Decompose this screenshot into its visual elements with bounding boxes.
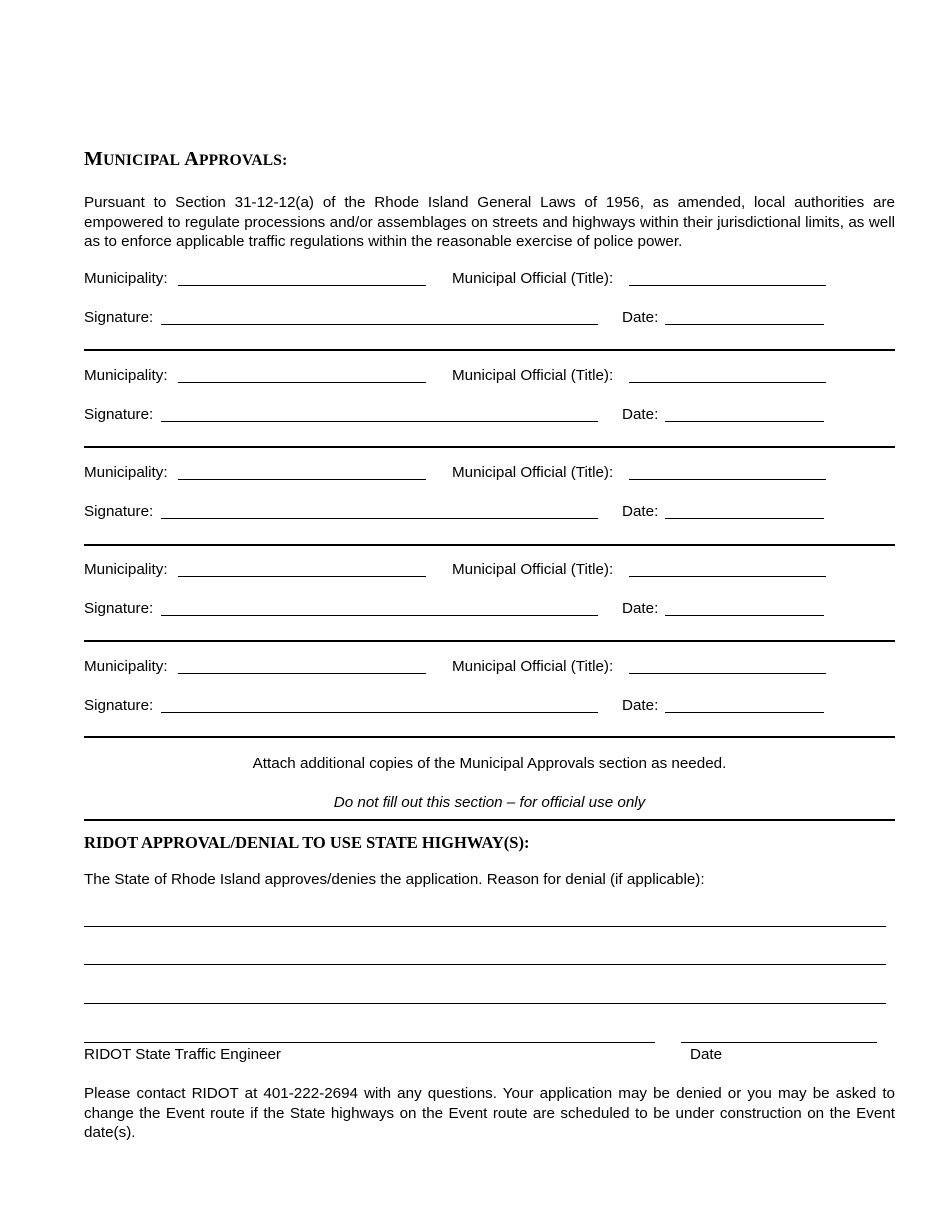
date-field[interactable] xyxy=(665,518,824,519)
engineer-date-label: Date xyxy=(690,1046,723,1063)
official-field[interactable] xyxy=(629,576,826,577)
section-divider xyxy=(84,640,895,642)
denial-reason-line[interactable] xyxy=(84,964,886,965)
municipality-label: Municipality: xyxy=(84,464,168,481)
municipality-field[interactable] xyxy=(178,673,426,674)
signature-field[interactable] xyxy=(161,421,598,422)
engineer-signature-line[interactable] xyxy=(84,1042,655,1043)
signature-row xyxy=(84,697,895,717)
date-label: Date: xyxy=(622,600,659,617)
section-divider xyxy=(84,819,895,821)
municipality-field[interactable] xyxy=(178,479,426,480)
signature-field[interactable] xyxy=(161,712,598,713)
municipality-row xyxy=(84,658,895,678)
date-label: Date: xyxy=(622,406,659,423)
signature-row xyxy=(84,503,895,523)
municipality-row xyxy=(84,464,895,484)
contact-note: Please contact RIDOT at 401-222-2694 with any questions. Your application may be denied or you may be asked to change the Event route if the State highways on the Event route are scheduled to be under construction on the Event date(s). xyxy=(84,1085,895,1141)
signature-label: Signature: xyxy=(84,309,154,326)
date-field[interactable] xyxy=(665,712,824,713)
official-field[interactable] xyxy=(629,479,826,480)
municipality-field[interactable] xyxy=(178,382,426,383)
intro-paragraph: Pursuant to Section 31-12-12(a) of the Rhode Island General Laws of 1956, as amended, local authorities are empowered to regulate processions and/or assemblages on streets and highways within their jurisdictional limits, as well as to enforce applicable traffic regulations within the reasonable exercise of police power. xyxy=(84,194,895,250)
ridot-statement: The State of Rhode Island approves/denies the application. Reason for denial (if applicable): xyxy=(84,871,705,888)
date-label: Date: xyxy=(622,309,659,326)
municipality-row xyxy=(84,270,895,290)
signature-label: Signature: xyxy=(84,503,154,520)
official-label: Municipal Official (Title): xyxy=(452,464,614,481)
date-field[interactable] xyxy=(665,421,824,422)
section-divider xyxy=(84,446,895,448)
official-field[interactable] xyxy=(629,382,826,383)
official-label: Municipal Official (Title): xyxy=(452,270,614,287)
municipality-label: Municipality: xyxy=(84,658,168,675)
denial-reason-line[interactable] xyxy=(84,1003,886,1004)
official-use-note: Do not fill out this section – for official use only xyxy=(333,794,646,811)
municipality-field[interactable] xyxy=(178,285,426,286)
official-label: Municipal Official (Title): xyxy=(452,367,614,384)
municipality-label: Municipality: xyxy=(84,270,168,287)
date-label: Date: xyxy=(622,503,659,520)
municipality-label: Municipality: xyxy=(84,561,168,578)
official-label: Municipal Official (Title): xyxy=(452,658,614,675)
signature-row xyxy=(84,406,895,426)
municipality-label: Municipality: xyxy=(84,367,168,384)
section-divider xyxy=(84,544,895,546)
official-field[interactable] xyxy=(629,285,826,286)
date-label: Date: xyxy=(622,697,659,714)
engineer-date-line[interactable] xyxy=(681,1042,877,1043)
signature-field[interactable] xyxy=(161,615,598,616)
signature-label: Signature: xyxy=(84,406,154,423)
attach-note: Attach additional copies of the Municipal Approvals section as needed. xyxy=(252,755,727,772)
date-field[interactable] xyxy=(665,324,824,325)
signature-field[interactable] xyxy=(161,324,598,325)
municipality-row xyxy=(84,561,895,581)
municipality-row xyxy=(84,367,895,387)
signature-label: Signature: xyxy=(84,600,154,617)
signature-row xyxy=(84,600,895,620)
date-field[interactable] xyxy=(665,615,824,616)
section-divider xyxy=(84,736,895,738)
municipality-field[interactable] xyxy=(178,576,426,577)
engineer-label: RIDOT State Traffic Engineer xyxy=(84,1046,281,1063)
signature-field[interactable] xyxy=(161,518,598,519)
official-field[interactable] xyxy=(629,673,826,674)
page-title: MUNICIPAL APPROVALS: xyxy=(84,148,288,170)
signature-label: Signature: xyxy=(84,697,154,714)
section-divider xyxy=(84,349,895,351)
signature-row xyxy=(84,309,895,329)
official-label: Municipal Official (Title): xyxy=(452,561,614,578)
ridot-heading: RIDOT APPROVAL/DENIAL TO USE STATE HIGHWAY(S): xyxy=(84,833,530,852)
denial-reason-line[interactable] xyxy=(84,926,886,927)
